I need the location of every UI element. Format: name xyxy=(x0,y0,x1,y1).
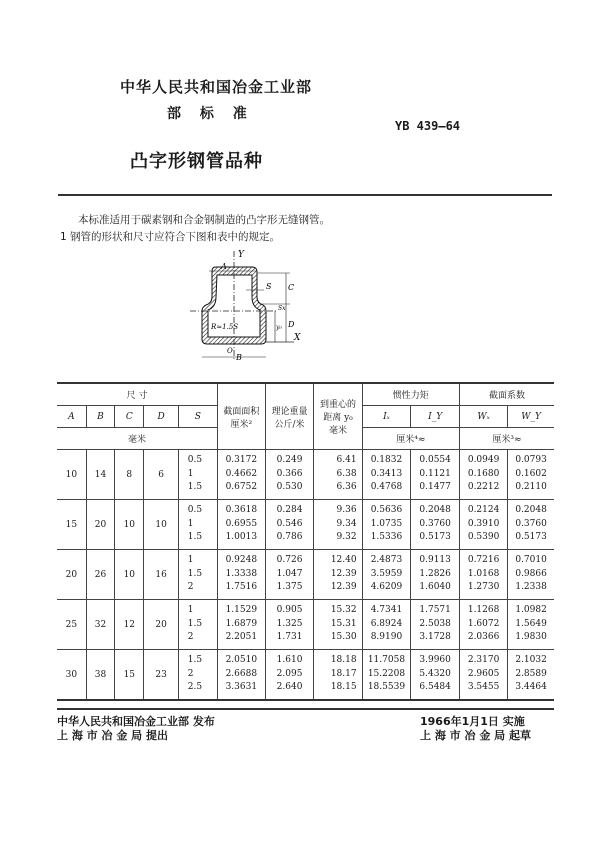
cell-value: 0.1121 xyxy=(419,468,451,479)
cell-value: 6.36 xyxy=(336,482,357,493)
y0-header xyxy=(314,383,362,450)
cell-iy xyxy=(411,450,460,500)
cell-s xyxy=(178,650,217,701)
cell-b: 14 xyxy=(86,450,114,500)
cell-ix xyxy=(362,550,411,600)
cell-value: 6.5484 xyxy=(419,682,451,693)
cell-s xyxy=(178,550,217,600)
cell-weight xyxy=(265,650,314,701)
cell-value: 1 xyxy=(187,555,194,566)
cell-value: 0.3760 xyxy=(419,518,451,529)
cell-c: 15 xyxy=(115,650,144,701)
footer-right xyxy=(420,715,531,743)
cell-value: 0.726 xyxy=(276,555,303,566)
cell-value: 0.0554 xyxy=(419,455,451,466)
col-c: C xyxy=(115,406,144,428)
table-row xyxy=(57,450,554,500)
cell-wx xyxy=(460,600,508,650)
cell-value: 2.2051 xyxy=(225,632,258,643)
cell-value: 0.5390 xyxy=(467,532,500,543)
cell-value: 0.0949 xyxy=(467,455,500,466)
cell-area xyxy=(217,650,265,701)
cell-value: 8.9190 xyxy=(370,632,403,643)
cell-value: 3.9960 xyxy=(419,655,451,666)
cell-value: 0.7216 xyxy=(467,555,500,566)
cell-value: 3.5959 xyxy=(370,568,403,579)
cell-value: 3.1728 xyxy=(419,632,451,643)
radius-label: R≈1.5S xyxy=(211,323,239,331)
col-b: B xyxy=(86,406,114,428)
cell-value: 0.2048 xyxy=(419,505,451,516)
cell-iy xyxy=(411,550,460,600)
proposer: 上 海 市 冶 金 局 提出 xyxy=(57,729,168,742)
cell-y0 xyxy=(314,450,362,500)
cell-wy xyxy=(508,550,554,600)
cell-wy xyxy=(508,600,554,650)
footer-divider xyxy=(57,708,554,710)
cell-value: 1.2730 xyxy=(467,582,500,593)
document-title: 凸字形钢管品种 xyxy=(130,151,263,172)
cell-d: 20 xyxy=(144,600,178,650)
y0-header-label-2: 距离 y₀ xyxy=(323,413,353,423)
cell-value: 1.5649 xyxy=(515,618,547,629)
cell-value: 1.2338 xyxy=(515,582,547,593)
cell-value: 9.34 xyxy=(336,518,357,529)
table-row xyxy=(57,650,554,701)
cell-value: 0.2212 xyxy=(467,482,500,493)
cell-value: 0.7010 xyxy=(515,555,547,566)
cell-value: 0.5173 xyxy=(419,532,451,543)
publisher: 中华人民共和国冶金工业部 发布 xyxy=(57,715,215,728)
cell-wx xyxy=(460,550,508,600)
intro-paragraph: 本标准适用于碳素钢和合金钢制造的凸字形无缝钢管。 xyxy=(78,214,330,226)
cell-weight xyxy=(265,600,314,650)
cell-value: 1.3338 xyxy=(225,568,258,579)
drafter: 上 海 市 冶 金 局 起草 xyxy=(420,729,531,742)
cell-value: 12.39 xyxy=(330,568,357,579)
y0-unit: 毫米 xyxy=(328,426,347,436)
inertia-unit: 厘米⁴≈ xyxy=(362,428,459,450)
dim-b-label: B xyxy=(236,353,242,362)
cell-wx xyxy=(460,650,508,701)
cell-value: 2.0510 xyxy=(225,655,258,666)
cell-value: 1.5336 xyxy=(370,532,403,543)
cell-area xyxy=(217,550,265,600)
cell-value: 1.7571 xyxy=(419,605,451,616)
cell-value: 18.17 xyxy=(330,668,357,679)
cell-value: 2.640 xyxy=(276,682,303,693)
cell-value: 1 xyxy=(187,605,194,616)
cell-value: 2.095 xyxy=(276,668,303,679)
cell-value: 0.4662 xyxy=(225,468,258,479)
cell-a: 30 xyxy=(57,650,86,701)
cell-value: 18.5539 xyxy=(367,682,406,693)
header-divider xyxy=(58,194,552,196)
cell-value: 1.2826 xyxy=(419,568,451,579)
footer-left xyxy=(57,715,215,743)
cell-area xyxy=(217,600,265,650)
cell-ix xyxy=(362,450,411,500)
cell-value: 0.2048 xyxy=(515,505,547,516)
cell-value: 4.6209 xyxy=(370,582,403,593)
cell-value: 2.4873 xyxy=(370,555,403,566)
cell-a: 10 xyxy=(57,450,86,500)
cell-value: 0.6955 xyxy=(225,518,258,529)
ministry-name: 中华人民共和国冶金工业部 xyxy=(120,78,313,96)
y0-label: y₀ xyxy=(276,324,282,331)
cell-a: 25 xyxy=(57,600,86,650)
col-s: S xyxy=(178,406,217,428)
cell-value: 6.41 xyxy=(336,455,357,466)
col-wx: Wₓ xyxy=(460,406,508,428)
cell-wy xyxy=(508,650,554,701)
x-axis-label: X xyxy=(294,333,301,343)
table-body xyxy=(57,450,554,701)
weight-header xyxy=(265,383,314,450)
dimensions-table xyxy=(57,382,554,701)
cell-value: 1.0168 xyxy=(467,568,500,579)
cell-weight xyxy=(265,450,314,500)
cell-b: 38 xyxy=(86,650,114,701)
cell-value: 12.40 xyxy=(330,555,357,566)
cell-value: 1.5 xyxy=(187,655,203,666)
cell-wx xyxy=(460,500,508,550)
cell-value: 0.284 xyxy=(276,505,303,516)
cell-value: 0.546 xyxy=(276,518,303,529)
cell-value: 2.0366 xyxy=(467,632,500,643)
cell-value: 15.32 xyxy=(330,605,357,616)
cell-value: 15.30 xyxy=(330,632,357,643)
cell-wy xyxy=(508,500,554,550)
cell-wy xyxy=(508,450,554,500)
clause-1: 1 钢管的形状和尺寸应符合下图和表中的规定。 xyxy=(60,231,281,243)
cell-value: 0.4768 xyxy=(370,482,403,493)
cell-value: 1.325 xyxy=(276,618,303,629)
cell-value: 1.375 xyxy=(276,582,303,593)
cell-value: 1.5 xyxy=(187,482,203,493)
cell-c: 10 xyxy=(115,500,144,550)
cell-value: 0.6752 xyxy=(225,482,258,493)
cell-value: 18.15 xyxy=(330,682,357,693)
cell-value: 3.5455 xyxy=(467,682,500,693)
area-header xyxy=(217,383,265,450)
cell-value: 15.31 xyxy=(330,618,357,629)
cell-value: 0.3910 xyxy=(467,518,500,529)
cell-wx xyxy=(460,450,508,500)
cell-s xyxy=(178,500,217,550)
effective-date: 1966年1月1日 实施 xyxy=(420,715,525,728)
cell-value: 0.1680 xyxy=(467,468,500,479)
cell-value: 18.18 xyxy=(330,655,357,666)
cell-value: 0.5173 xyxy=(515,532,547,543)
cell-b: 32 xyxy=(86,600,114,650)
cell-value: 11.7058 xyxy=(367,655,406,666)
cell-value: 0.9248 xyxy=(225,555,258,566)
cell-value: 0.0793 xyxy=(515,455,547,466)
cell-value: 1.6879 xyxy=(225,618,258,629)
cell-c: 12 xyxy=(115,600,144,650)
cell-a: 20 xyxy=(57,550,86,600)
cell-value: 3.3631 xyxy=(225,682,258,693)
col-iy: I_Y xyxy=(411,406,460,428)
cell-value: 3.4464 xyxy=(515,682,547,693)
y-axis-label: Y xyxy=(238,250,244,260)
cell-value: 1.0982 xyxy=(515,605,547,616)
cell-value: 2.8589 xyxy=(515,668,547,679)
cell-b: 20 xyxy=(86,500,114,550)
cell-value: 0.905 xyxy=(276,605,303,616)
inertia-header: 惯性力矩 xyxy=(362,383,459,406)
cell-value: 0.3760 xyxy=(515,518,547,529)
cell-value: 0.2124 xyxy=(467,505,500,516)
cell-value: 1.7516 xyxy=(225,582,258,593)
cell-value: 0.1832 xyxy=(370,455,403,466)
standard-label: 部 标 准 xyxy=(167,106,247,122)
cell-value: 5.4320 xyxy=(419,668,451,679)
standard-code: YB 439—64 xyxy=(395,119,461,133)
dim-d-label: D xyxy=(288,320,295,329)
col-wy: W_Y xyxy=(508,406,554,428)
cell-value: 0.2110 xyxy=(515,482,547,493)
cell-value: 2.6688 xyxy=(225,668,258,679)
cell-value: 4.7341 xyxy=(370,605,403,616)
cell-value: 1 xyxy=(187,468,194,479)
cell-value: 1.9830 xyxy=(515,632,547,643)
col-a: A xyxy=(57,406,86,428)
cell-area xyxy=(217,500,265,550)
weight-unit: 公斤/米 xyxy=(274,419,305,430)
cell-value: 2.5038 xyxy=(419,618,451,629)
cell-value: 0.249 xyxy=(276,455,303,466)
cell-value: 2 xyxy=(187,632,194,643)
y0-header-label: 到重心的 xyxy=(319,400,356,410)
cell-value: 0.5 xyxy=(187,505,203,516)
cell-value: 15.2208 xyxy=(367,668,406,679)
cell-a: 15 xyxy=(57,500,86,550)
cell-value: 2 xyxy=(187,582,194,593)
cell-value: 6.8924 xyxy=(370,618,403,629)
cell-d: 10 xyxy=(144,500,178,550)
cell-value: 1.5 xyxy=(187,568,203,579)
cell-value: 2.1032 xyxy=(515,655,547,666)
cross-section-diagram xyxy=(180,245,310,375)
cell-value: 12.39 xyxy=(330,582,357,593)
cell-value: 0.1477 xyxy=(419,482,451,493)
cell-s xyxy=(178,450,217,500)
cell-value: 1.6072 xyxy=(467,618,500,629)
cell-value: 0.530 xyxy=(276,482,303,493)
cell-iy xyxy=(411,600,460,650)
cell-value: 0.5 xyxy=(187,455,203,466)
cell-value: 1.731 xyxy=(276,632,303,643)
cell-value: 0.9113 xyxy=(419,555,451,566)
cell-iy xyxy=(411,650,460,701)
cell-value: 9.32 xyxy=(336,532,357,543)
cell-value: 0.1602 xyxy=(515,468,547,479)
cell-s xyxy=(178,600,217,650)
cell-c: 10 xyxy=(115,550,144,600)
dim-a-label: A xyxy=(221,262,227,271)
cell-value: 9.36 xyxy=(336,505,357,516)
cell-ix xyxy=(362,500,411,550)
area-header-label: 截面面积 xyxy=(223,406,260,417)
cell-value: 1.1529 xyxy=(225,605,258,616)
table-row xyxy=(57,550,554,600)
cell-y0 xyxy=(314,500,362,550)
cell-value: 1.5 xyxy=(187,532,203,543)
area-unit: 厘米² xyxy=(230,419,253,430)
table-row xyxy=(57,500,554,550)
cell-b: 26 xyxy=(86,550,114,600)
dim-c-label: C xyxy=(288,283,295,292)
cell-value: 0.3172 xyxy=(225,455,258,466)
cell-value: 0.3413 xyxy=(370,468,403,479)
cell-value: 2 xyxy=(187,668,194,679)
cell-ix xyxy=(362,650,411,701)
col-d: D xyxy=(144,406,178,428)
cell-value: 0.9866 xyxy=(515,568,547,579)
origin-label: O xyxy=(227,347,233,355)
cell-value: 2.9605 xyxy=(467,668,500,679)
cell-y0 xyxy=(314,600,362,650)
size-header: 尺 寸 xyxy=(57,383,217,406)
cell-value: 1 xyxy=(187,518,194,529)
modulus-unit: 厘米³≈ xyxy=(460,428,555,450)
cell-value: 2.3170 xyxy=(467,655,500,666)
cell-value: 2.5 xyxy=(187,682,203,693)
cell-value: 1.1268 xyxy=(467,605,500,616)
weight-header-label: 理论重量 xyxy=(271,406,308,417)
cell-weight xyxy=(265,550,314,600)
sx-label: Sx xyxy=(278,305,286,312)
cell-value: 6.38 xyxy=(336,468,357,479)
cell-value: 0.786 xyxy=(276,532,303,543)
dim-s-label: S xyxy=(266,282,272,291)
cell-value: 1.0013 xyxy=(225,532,258,543)
cell-value: 1.6040 xyxy=(419,582,451,593)
cell-value: 1.5 xyxy=(187,618,203,629)
cell-value: 1.610 xyxy=(276,655,303,666)
cell-value: 0.3618 xyxy=(225,505,258,516)
cell-y0 xyxy=(314,550,362,600)
cell-iy xyxy=(411,500,460,550)
cell-d: 6 xyxy=(144,450,178,500)
cell-d: 23 xyxy=(144,650,178,701)
cell-y0 xyxy=(314,650,362,701)
modulus-header: 截面系数 xyxy=(460,383,555,406)
cell-area xyxy=(217,450,265,500)
cell-value: 1.047 xyxy=(276,568,303,579)
cell-value: 0.5636 xyxy=(370,505,403,516)
mm-unit: 毫米 xyxy=(57,428,217,450)
cell-value: 0.366 xyxy=(276,468,303,479)
cell-value: 1.0735 xyxy=(370,518,403,529)
cell-weight xyxy=(265,500,314,550)
table-row xyxy=(57,600,554,650)
col-ix: Iₓ xyxy=(362,406,411,428)
cell-c: 8 xyxy=(115,450,144,500)
cell-d: 16 xyxy=(144,550,178,600)
cell-ix xyxy=(362,600,411,650)
